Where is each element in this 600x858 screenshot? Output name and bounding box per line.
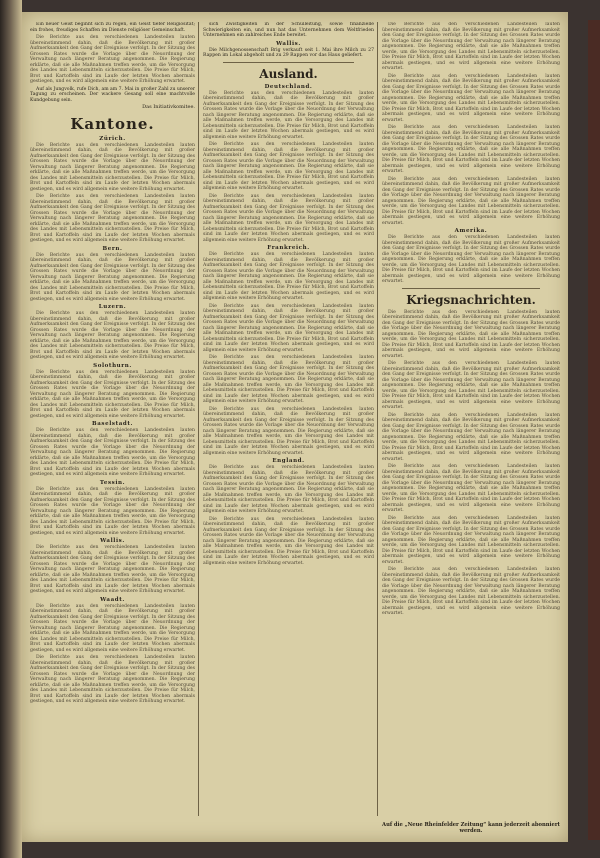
signature: Das Initiativkomitee.: [142, 104, 195, 110]
book-spine: [0, 0, 22, 858]
section-title-ausland: Ausland.: [259, 66, 318, 81]
book-cover-edge: [588, 20, 600, 840]
body-text: Die Berichte aus den verschiedenen Landesteilen lauten übereinstimmend dahin, daß die Bevölkerung mit großer Aufmerksamkeit den Gang der Ereignisse verfolgt. In der Sitzung des Grossen Rates wurde die Vorlage über die Neuordnung der Verwaltung nach längerer Beratung angenommen. Die Regierung erklärte, daß sie alle Maßnahmen treffen werde, um die Versorgung des Landes mit Lebensmitteln sicherzustellen. Die Preise für Milch, Brot und Kartoffeln sind im Laufe der letzten Wochen abermals gestiegen, und es wird allgemein eine weitere Erhöhung erwartet.: [382, 22, 560, 71]
subheading: Solothurn.: [93, 362, 132, 369]
subscription-footer: Auf die „Neue Rheinfelder Zeitung“ kann jederzeit abonniert werden.: [382, 822, 560, 834]
body-text: Die Berichte aus den verschiedenen Landesteilen lauten übereinstimmend dahin, daß die Bevölkerung mit großer Aufmerksamkeit den Gang der Ereignisse verfolgt. In der Sitzung des Grossen Rates wurde die Vorlage über die Neuordnung der Verwaltung nach längerer Beratung angenommen. Die Regierung erklärte, daß sie alle Maßnahmen treffen werde, um die Versorgung des Landes mit Lebensmitteln sicherzustellen. Die Preise für Milch, Brot und Kartoffeln sind im Laufe der letzten Wochen abermals gestiegen, und es wird allgemein eine weitere Erhöhung erwartet.: [382, 515, 560, 565]
body-text: Die Berichte aus den verschiedenen Landesteilen lauten übereinstimmend dahin, daß die Bevölkerung mit großer Aufmerksamkeit den Gang der Ereignisse verfolgt. In der Sitzung des Grossen Rates wurde die Vorlage über die Neuordnung der Verwaltung nach längerer Beratung angenommen. Die Regierung erklärte, daß sie alle Maßnahmen treffen werde, um die Versorgung des Landes mit Lebensmitteln sicherzustellen. Die Preise für Milch, Brot und Kartoffeln sind im Laufe der letzten Wochen abermals gestiegen, und es wird allgemein eine weitere Erhöhung erwartet.: [203, 252, 374, 301]
body-text: Die Berichte aus den verschiedenen Landesteilen lauten übereinstimmend dahin, daß die Bevölkerung mit großer Aufmerksamkeit den Gang der Ereignisse verfolgt. In der Sitzung des Grossen Rates wurde die Vorlage über die Neuordnung der Verwaltung nach längerer Beratung angenommen. Die Regierung erklärte, daß sie alle Maßnahmen treffen werde, um die Versorgung des Landes mit Lebensmitteln sicherzustellen. Die Preise für Milch, Brot und Kartoffeln sind im Laufe der letzten Wochen abermals gestiegen, und es wird allgemein eine weitere Erhöhung erwartet.: [203, 193, 374, 243]
body-text: Die Berichte aus den verschiedenen Landesteilen lauten übereinstimmend dahin, daß die Bevölkerung mit großer Aufmerksamkeit den Gang der Ereignisse verfolgt. In der Sitzung des Grossen Rates wurde die Vorlage über die Neuordnung der Verwaltung nach längerer Beratung angenommen. Die Regierung erklärte, daß sie alle Maßnahmen treffen werde, um die Versorgung des Landes mit Lebensmitteln sicherzustellen. Die Preise für Milch, Brot und Kartoffeln sind im Laufe der letzten Wochen abermals gestiegen, und es wird allgemein eine weitere Erhöhung erwartet.: [30, 486, 195, 536]
body-text: Die Berichte aus den verschiedenen Landesteilen lauten übereinstimmend dahin, daß die Bevölkerung mit großer Aufmerksamkeit den Gang der Ereignisse verfolgt. In der Sitzung des Grossen Rates wurde die Vorlage über die Neuordnung der Verwaltung nach längerer Beratung angenommen. Die Regierung erklärte, daß sie alle Maßnahmen treffen werde, um die Versorgung des Landes mit Lebensmitteln sicherzustellen. Die Preise für Milch, Brot und Kartoffeln sind im Laufe der letzten Wochen abermals gestiegen, und es wird allgemein eine weitere Erhöhung erwartet.: [30, 545, 195, 594]
subheading: Frankreich.: [267, 245, 310, 251]
subheading: Luzern.: [98, 304, 127, 310]
body-text: Die Berichte aus den verschiedenen Landesteilen lauten übereinstimmend dahin, daß die Bevölkerung mit großer Aufmerksamkeit den Gang der Ereignisse verfolgt. In der Sitzung des Grossen Rates wurde die Vorlage über die Neuordnung der Verwaltung nach längerer Beratung angenommen. Die Regierung erklärte, daß sie alle Maßnahmen treffen werde, um die Versorgung des Landes mit Lebensmitteln sicherzustellen. Die Preise für Milch, Brot und Kartoffeln sind im Laufe der letzten Wochen abermals gestiegen, und es wird allgemein eine weitere Erhöhung erwartet.: [203, 406, 374, 456]
body-text: Die Berichte aus den verschiedenen Landesteilen lauten übereinstimmend dahin, daß die Bevölkerung mit großer Aufmerksamkeit den Gang der Ereignisse verfolgt. In der Sitzung des Grossen Rates wurde die Vorlage über die Neuordnung der Verwaltung nach längerer Beratung angenommen. Die Regierung erklärte, daß sie alle Maßnahmen treffen werde, um die Versorgung des Landes mit Lebensmitteln sicherzustellen. Die Preise für Milch, Brot und Kartoffeln sind im Laufe der letzten Wochen abermals gestiegen, und es wird allgemein eine weitere Erhöhung erwartet.: [203, 355, 374, 404]
subheading: Baselstadt.: [92, 421, 133, 427]
section-title-kriegsnachrichten: Kriegsnachrichten.: [406, 292, 536, 307]
body-text: Die Berichte aus den verschiedenen Landesteilen lauten übereinstimmend dahin, daß die Bevölkerung mit großer Aufmerksamkeit den Gang der Ereignisse verfolgt. In der Sitzung des Grossen Rates wurde die Vorlage über die Neuordnung der Verwaltung nach längerer Beratung angenommen. Die Regierung erklärte, daß sie alle Maßnahmen treffen werde, um die Versorgung des Landes mit Lebensmitteln sicherzustellen. Die Preise für Milch, Brot und Kartoffeln sind im Laufe der letzten Wochen abermals gestiegen, und es wird allgemein eine weitere Erhöhung erwartet.: [382, 125, 560, 174]
subheading: Zürich.: [99, 135, 126, 142]
intro-paragraph: sich Zwistigkeiten in der Schulleitung, sowie finanzielle Schwierigkeiten ein, und nun hat das Unternehmen dem Weltfrieden Unternehmen ein zahlreiches Ende bereitet.: [203, 22, 374, 38]
column-rule: [198, 22, 199, 816]
subheading: Waadt.: [100, 596, 125, 603]
body-text: Die Berichte aus den verschiedenen Landesteilen lauten übereinstimmend dahin, daß die Bevölkerung mit großer Aufmerksamkeit den Gang der Ereignisse verfolgt. In der Sitzung des Grossen Rates wurde die Vorlage über die Neuordnung der Verwaltung nach längerer Beratung angenommen. Die Regierung erklärte, daß sie alle Maßnahmen treffen werde, um die Versorgung des Landes mit Lebensmitteln sicherzustellen. Die Preise für Milch, Brot und Kartoffeln sind im Laufe der letzten Wochen abermals gestiegen, und es wird allgemein eine weitere Erhöhung erwartet.: [30, 35, 195, 84]
body-text: Die Berichte aus den verschiedenen Landesteilen lauten übereinstimmend dahin, daß die Bevölkerung mit großer Aufmerksamkeit den Gang der Ereignisse verfolgt. In der Sitzung des Grossen Rates wurde die Vorlage über die Neuordnung der Verwaltung nach längerer Beratung angenommen. Die Regierung erklärte, daß sie alle Maßnahmen treffen werde, um die Versorgung des Landes mit Lebensmitteln sicherzustellen. Die Preise für Milch, Brot und Kartoffeln sind im Laufe der letzten Wochen abermals gestiegen, und es wird allgemein eine weitere Erhöhung erwartet.: [30, 428, 195, 477]
body-text: Die Berichte aus den verschiedenen Landesteilen lauten übereinstimmend dahin, daß die Bevölkerung mit großer Aufmerksamkeit den Gang der Ereignisse verfolgt. In der Sitzung des Grossen Rates wurde die Vorlage über die Neuordnung der Verwaltung nach längerer Beratung angenommen. Die Regierung erklärte, daß sie alle Maßnahmen treffen werde, um die Versorgung des Landes mit Lebensmitteln sicherzustellen. Die Preise für Milch, Brot und Kartoffeln sind im Laufe der letzten Wochen abermals gestiegen, und es wird allgemein eine weitere Erhöhung erwartet.: [382, 361, 560, 410]
subheading: Wallis.: [100, 538, 125, 544]
body-text: Die Berichte aus den verschiedenen Landesteilen lauten übereinstimmend dahin, daß die Bevölkerung mit großer Aufmerksamkeit den Gang der Ereignisse verfolgt. In der Sitzung des Grossen Rates wurde die Vorlage über die Neuordnung der Verwaltung nach längerer Beratung angenommen. Die Regierung erklärte, daß sie alle Maßnahmen treffen werde, um die Versorgung des Landes mit Lebensmitteln sicherzustellen. Die Preise für Milch, Brot und Kartoffeln sind im Laufe der letzten Wochen abermals gestiegen, und es wird allgemein eine weitere Erhöhung erwartet.: [30, 603, 195, 653]
column-rule: [377, 22, 378, 816]
subheading: England.: [272, 458, 305, 464]
body-text: Die Berichte aus den verschiedenen Landesteilen lauten übereinstimmend dahin, daß die Bevölkerung mit großer Aufmerksamkeit den Gang der Ereignisse verfolgt. In der Sitzung des Grossen Rates wurde die Vorlage über die Neuordnung der Verwaltung nach längerer Beratung angenommen. Die Regierung erklärte, daß sie alle Maßnahmen treffen werde, um die Versorgung des Landes mit Lebensmitteln sicherzustellen. Die Preise für Milch, Brot und Kartoffeln sind im Laufe der letzten Wochen abermals gestiegen, und es wird allgemein eine weitere Erhöhung erwartet.: [382, 567, 560, 616]
subheading-wallis: Wallis.: [276, 40, 301, 47]
body-text: Die Berichte aus den verschiedenen Landesteilen lauten übereinstimmend dahin, daß die Bevölkerung mit großer Aufmerksamkeit den Gang der Ereignisse verfolgt. In der Sitzung des Grossen Rates wurde die Vorlage über die Neuordnung der Verwaltung nach längerer Beratung angenommen. Die Regierung erklärte, daß sie alle Maßnahmen treffen werde, um die Versorgung des Landes mit Lebensmitteln sicherzustellen. Die Preise für Milch, Brot und Kartoffeln sind im Laufe der letzten Wochen abermals gestiegen, und es wird allgemein eine weitere Erhöhung erwartet.: [30, 655, 195, 704]
body-text: Die Berichte aus den verschiedenen Landesteilen lauten übereinstimmend dahin, daß die Bevölkerung mit großer Aufmerksamkeit den Gang der Ereignisse verfolgt. In der Sitzung des Grossen Rates wurde die Vorlage über die Neuordnung der Verwaltung nach längerer Beratung angenommen. Die Regierung erklärte, daß sie alle Maßnahmen treffen werde, um die Versorgung des Landes mit Lebensmitteln sicherzustellen. Die Preise für Milch, Brot und Kartoffeln sind im Laufe der letzten Wochen abermals gestiegen, und es wird allgemein eine weitere Erhöhung erwartet.: [203, 465, 374, 514]
body-text: Die Berichte aus den verschiedenen Landesteilen lauten übereinstimmend dahin, daß die Bevölkerung mit großer Aufmerksamkeit den Gang der Ereignisse verfolgt. In der Sitzung des Grossen Rates wurde die Vorlage über die Neuordnung der Verwaltung nach längerer Beratung angenommen. Die Regierung erklärte, daß sie alle Maßnahmen treffen werde, um die Versorgung des Landes mit Lebensmitteln sicherzustellen. Die Preise für Milch, Brot und Kartoffeln sind im Laufe der letzten Wochen abermals gestiegen, und es wird allgemein eine weitere Erhöhung erwartet.: [30, 142, 195, 192]
column-2: [203, 22, 374, 816]
subheading-amerika: Amerika.: [454, 228, 488, 234]
body-text: Die Berichte aus den verschiedenen Landesteilen lauten übereinstimmend dahin, daß die Bevölkerung mit großer Aufmerksamkeit den Gang der Ereignisse verfolgt. In der Sitzung des Grossen Rates wurde die Vorlage über die Neuordnung der Verwaltung nach längerer Beratung angenommen. Die Regierung erklärte, daß sie alle Maßnahmen treffen werde, um die Versorgung des Landes mit Lebensmitteln sicherzustellen. Die Preise für Milch, Brot und Kartoffeln sind im Laufe der letzten Wochen abermals gestiegen, und es wird allgemein eine weitere Erhöhung erwartet.: [382, 235, 560, 284]
wallis-paragraph: Die Milchgenossenschaft Brig verkauft seit 1. Mai ihre Milch zu 27 Rappen im Lokal abgeholt und zu 29 Rappen vor das Haus geliefert.: [203, 47, 374, 58]
body-text: Die Berichte aus den verschiedenen Landesteilen lauten übereinstimmend dahin, daß die Bevölkerung mit großer Aufmerksamkeit den Gang der Ereignisse verfolgt. In der Sitzung des Grossen Rates wurde die Vorlage über die Neuordnung der Verwaltung nach längerer Beratung angenommen. Die Regierung erklärte, daß sie alle Maßnahmen treffen werde, um die Versorgung des Landes mit Lebensmitteln sicherzustellen. Die Preise für Milch, Brot und Kartoffeln sind im Laufe der letzten Wochen abermals gestiegen, und es wird allgemein eine weitere Erhöhung erwartet.: [382, 412, 560, 462]
appeal-paragraph: Auf als Jungvolk, rufe Dich, am am 7. Mai in großer Zahl zu unserer Tagung zu erscheinen. Der wackere Gesang soll eine machtvolle Kundgebung sein.: [30, 86, 195, 103]
section-title-kantone: Kantone.: [70, 114, 155, 133]
body-text: Die Berichte aus den verschiedenen Landesteilen lauten übereinstimmend dahin, daß die Bevölkerung mit großer Aufmerksamkeit den Gang der Ereignisse verfolgt. In der Sitzung des Grossen Rates wurde die Vorlage über die Neuordnung der Verwaltung nach längerer Beratung angenommen. Die Regierung erklärte, daß sie alle Maßnahmen treffen werde, um die Versorgung des Landes mit Lebensmitteln sicherzustellen. Die Preise für Milch, Brot und Kartoffeln sind im Laufe der letzten Wochen abermals gestiegen, und es wird allgemein eine weitere Erhöhung erwartet.: [203, 90, 374, 140]
body-text: Die Berichte aus den verschiedenen Landesteilen lauten übereinstimmend dahin, daß die Bevölkerung mit großer Aufmerksamkeit den Gang der Ereignisse verfolgt. In der Sitzung des Grossen Rates wurde die Vorlage über die Neuordnung der Verwaltung nach längerer Beratung angenommen. Die Regierung erklärte, daß sie alle Maßnahmen treffen werde, um die Versorgung des Landes mit Lebensmitteln sicherzustellen. Die Preise für Milch, Brot und Kartoffeln sind im Laufe der letzten Wochen abermals gestiegen, und es wird allgemein eine weitere Erhöhung erwartet.: [30, 252, 195, 302]
subheading: Tessin.: [99, 479, 126, 486]
column-3: [382, 22, 560, 816]
body-text: Die Berichte aus den verschiedenen Landesteilen lauten übereinstimmend dahin, daß die Bevölkerung mit großer Aufmerksamkeit den Gang der Ereignisse verfolgt. In der Sitzung des Grossen Rates wurde die Vorlage über die Neuordnung der Verwaltung nach längerer Beratung angenommen. Die Regierung erklärte, daß sie alle Maßnahmen treffen werde, um die Versorgung des Landes mit Lebensmitteln sicherzustellen. Die Preise für Milch, Brot und Kartoffeln sind im Laufe der letzten Wochen abermals gestiegen, und es wird allgemein eine weitere Erhöhung erwartet.: [382, 73, 560, 123]
opening-paragraph: Ein neuer Geist beginnt sich zu regen, ein Geist tiefer Religiosität; ein frohes, freudiges Schaffen im Dienste religiöser Gemeinschaft.: [30, 22, 195, 33]
body-text: Die Berichte aus den verschiedenen Landesteilen lauten übereinstimmend dahin, daß die Bevölkerung mit großer Aufmerksamkeit den Gang der Ereignisse verfolgt. In der Sitzung des Grossen Rates wurde die Vorlage über die Neuordnung der Verwaltung nach längerer Beratung angenommen. Die Regierung erklärte, daß sie alle Maßnahmen treffen werde, um die Versorgung des Landes mit Lebensmitteln sicherzustellen. Die Preise für Milch, Brot und Kartoffeln sind im Laufe der letzten Wochen abermals gestiegen, und es wird allgemein eine weitere Erhöhung erwartet.: [30, 311, 195, 360]
divider: [223, 62, 354, 63]
subheading: Bern.: [102, 245, 123, 252]
body-text: Die Berichte aus den verschiedenen Landesteilen lauten übereinstimmend dahin, daß die Bevölkerung mit großer Aufmerksamkeit den Gang der Ereignisse verfolgt. In der Sitzung des Grossen Rates wurde die Vorlage über die Neuordnung der Verwaltung nach längerer Beratung angenommen. Die Regierung erklärte, daß sie alle Maßnahmen treffen werde, um die Versorgung des Landes mit Lebensmitteln sicherzustellen. Die Preise für Milch, Brot und Kartoffeln sind im Laufe der letzten Wochen abermals gestiegen, und es wird allgemein eine weitere Erhöhung erwartet.: [203, 516, 374, 566]
body-text: Die Berichte aus den verschiedenen Landesteilen lauten übereinstimmend dahin, daß die Bevölkerung mit großer Aufmerksamkeit den Gang der Ereignisse verfolgt. In der Sitzung des Grossen Rates wurde die Vorlage über die Neuordnung der Verwaltung nach längerer Beratung angenommen. Die Regierung erklärte, daß sie alle Maßnahmen treffen werde, um die Versorgung des Landes mit Lebensmitteln sicherzustellen. Die Preise für Milch, Brot und Kartoffeln sind im Laufe der letzten Wochen abermals gestiegen, und es wird allgemein eine weitere Erhöhung erwartet.: [203, 303, 374, 353]
body-text: Die Berichte aus den verschiedenen Landesteilen lauten übereinstimmend dahin, daß die Bevölkerung mit großer Aufmerksamkeit den Gang der Ereignisse verfolgt. In der Sitzung des Grossen Rates wurde die Vorlage über die Neuordnung der Verwaltung nach längerer Beratung angenommen. Die Regierung erklärte, daß sie alle Maßnahmen treffen werde, um die Versorgung des Landes mit Lebensmitteln sicherzustellen. Die Preise für Milch, Brot und Kartoffeln sind im Laufe der letzten Wochen abermals gestiegen, und es wird allgemein eine weitere Erhöhung erwartet.: [203, 142, 374, 191]
body-text: Die Berichte aus den verschiedenen Landesteilen lauten übereinstimmend dahin, daß die Bevölkerung mit großer Aufmerksamkeit den Gang der Ereignisse verfolgt. In der Sitzung des Grossen Rates wurde die Vorlage über die Neuordnung der Verwaltung nach längerer Beratung angenommen. Die Regierung erklärte, daß sie alle Maßnahmen treffen werde, um die Versorgung des Landes mit Lebensmitteln sicherzustellen. Die Preise für Milch, Brot und Kartoffeln sind im Laufe der letzten Wochen abermals gestiegen, und es wird allgemein eine weitere Erhöhung erwartet.: [382, 309, 560, 359]
newspaper-page: [22, 12, 568, 842]
body-text: Die Berichte aus den verschiedenen Landesteilen lauten übereinstimmend dahin, daß die Bevölkerung mit großer Aufmerksamkeit den Gang der Ereignisse verfolgt. In der Sitzung des Grossen Rates wurde die Vorlage über die Neuordnung der Verwaltung nach längerer Beratung angenommen. Die Regierung erklärte, daß sie alle Maßnahmen treffen werde, um die Versorgung des Landes mit Lebensmitteln sicherzustellen. Die Preise für Milch, Brot und Kartoffeln sind im Laufe der letzten Wochen abermals gestiegen, und es wird allgemein eine weitere Erhöhung erwartet.: [30, 194, 195, 243]
body-text: Die Berichte aus den verschiedenen Landesteilen lauten übereinstimmend dahin, daß die Bevölkerung mit großer Aufmerksamkeit den Gang der Ereignisse verfolgt. In der Sitzung des Grossen Rates wurde die Vorlage über die Neuordnung der Verwaltung nach längerer Beratung angenommen. Die Regierung erklärte, daß sie alle Maßnahmen treffen werde, um die Versorgung des Landes mit Lebensmitteln sicherzustellen. Die Preise für Milch, Brot und Kartoffeln sind im Laufe der letzten Wochen abermals gestiegen, und es wird allgemein eine weitere Erhöhung erwartet.: [382, 176, 560, 226]
divider: [402, 288, 540, 289]
body-text: Die Berichte aus den verschiedenen Landesteilen lauten übereinstimmend dahin, daß die Bevölkerung mit großer Aufmerksamkeit den Gang der Ereignisse verfolgt. In der Sitzung des Grossen Rates wurde die Vorlage über die Neuordnung der Verwaltung nach längerer Beratung angenommen. Die Regierung erklärte, daß sie alle Maßnahmen treffen werde, um die Versorgung des Landes mit Lebensmitteln sicherzustellen. Die Preise für Milch, Brot und Kartoffeln sind im Laufe der letzten Wochen abermals gestiegen, und es wird allgemein eine weitere Erhöhung erwartet.: [30, 369, 195, 419]
subheading: Deutschland.: [264, 83, 313, 90]
body-text: Die Berichte aus den verschiedenen Landesteilen lauten übereinstimmend dahin, daß die Bevölkerung mit großer Aufmerksamkeit den Gang der Ereignisse verfolgt. In der Sitzung des Grossen Rates wurde die Vorlage über die Neuordnung der Verwaltung nach längerer Beratung angenommen. Die Regierung erklärte, daß sie alle Maßnahmen treffen werde, um die Versorgung des Landes mit Lebensmitteln sicherzustellen. Die Preise für Milch, Brot und Kartoffeln sind im Laufe der letzten Wochen abermals gestiegen, und es wird allgemein eine weitere Erhöhung erwartet.: [382, 464, 560, 513]
column-1: [30, 22, 195, 816]
